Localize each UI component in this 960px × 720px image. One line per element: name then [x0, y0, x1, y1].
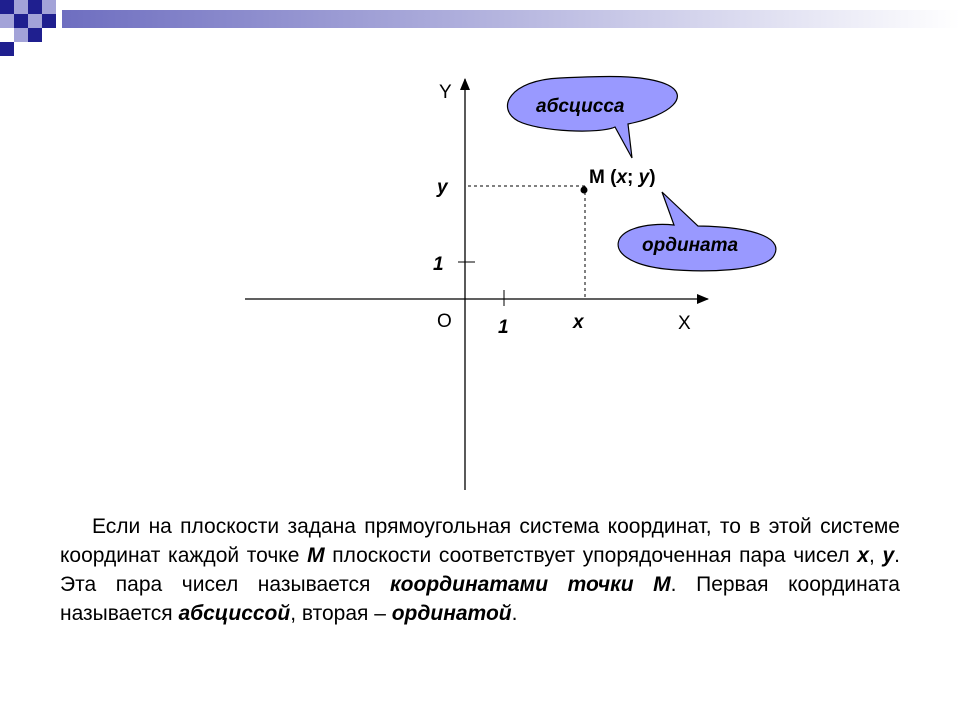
- x-unit-label: 1: [498, 317, 509, 338]
- ordinate-callout-text: ордината: [642, 235, 739, 256]
- term-point-m: М: [307, 544, 325, 567]
- point-m-label: M (x; y): [589, 167, 656, 188]
- text-run: . Эта пара чисел называется: [60, 544, 900, 596]
- x-coordinate-label: x: [573, 312, 584, 333]
- y-unit-label: 1: [433, 254, 444, 275]
- y-axis-label: Y: [439, 82, 452, 103]
- point-m: [581, 187, 588, 194]
- text-run: Если на плоскости задана прямоугольная система координат, то в этой системе координат каждой точке: [60, 515, 900, 567]
- text-run: , вторая –: [290, 602, 392, 625]
- term-coordinates: координатами точки М: [390, 573, 671, 596]
- definition-paragraph: [60, 512, 900, 628]
- term-ordinate: ординатой: [391, 602, 512, 625]
- x-axis-label: X: [678, 313, 691, 334]
- origin-label: O: [437, 311, 452, 332]
- term-abscissa: абсциссой: [178, 602, 291, 625]
- ordinate-callout: [618, 192, 776, 271]
- abscissa-callout: [507, 76, 677, 158]
- abscissa-callout-text: абсцисса: [536, 96, 625, 117]
- text-run: .: [511, 602, 518, 625]
- term-x: х: [857, 544, 869, 567]
- text-run: ,: [868, 544, 883, 567]
- term-y: у: [882, 544, 895, 567]
- text-run: плоскости соответствует упорядоченная пара чисел: [324, 544, 858, 567]
- text-run: . Первая координата называется: [60, 573, 900, 625]
- y-coordinate-label: y: [437, 177, 448, 198]
